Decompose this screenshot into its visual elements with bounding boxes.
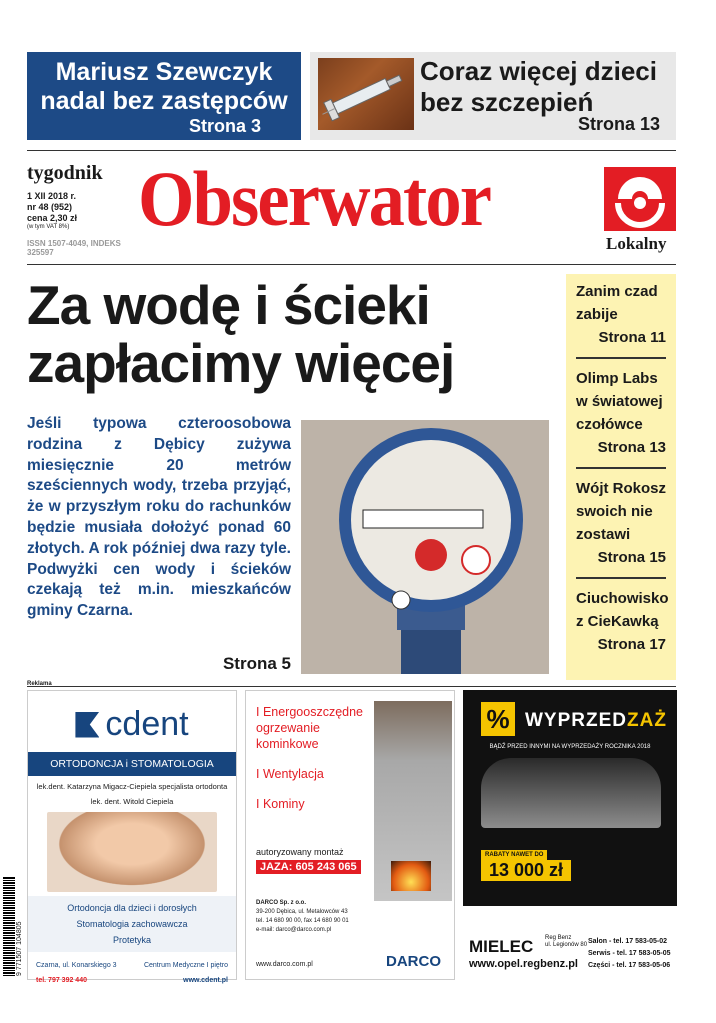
syringe-photo [318, 58, 414, 130]
darco-line2: ogrzewanie [256, 721, 320, 735]
ad-darco[interactable] [245, 690, 455, 980]
opel-wyp1: WYPRZED [525, 710, 627, 731]
issue-price: cena 2,30 zł [27, 213, 78, 223]
cdent-address [28, 962, 236, 969]
main-ref: Strona 5 [222, 654, 291, 673]
issue-number: nr 48 (952) [27, 202, 73, 212]
sidebar-item-title: Zanim czad zabije [576, 283, 658, 323]
water-meter-photo [301, 420, 549, 674]
ad-opel[interactable] [463, 690, 677, 980]
cdent-doc2: lek. dent. Witold Ciepiela [90, 797, 174, 806]
opel-reg [545, 935, 587, 949]
smiling-girl-photo [47, 812, 217, 892]
cdent-services [28, 896, 236, 952]
opel-rabaty: RABATY NAWET DO [481, 850, 547, 860]
sidebar [566, 274, 676, 680]
main-lead: Jeśli typowa czteroosobowa rodzina z Dębicy zużywa miesięcznie 20 metrów sześciennych wody, trzeba przyjąć, że w przyszłym roku do rachunków będzie musiała dołożyć ponad 60 złotych. A rok później dwa razy tyle. Podwyżki cen wody i ścieków czekają też m.in. mieszkańców gminy Czarna. [27, 415, 291, 620]
sidebar-item[interactable] [576, 477, 666, 579]
sidebar-item-title: Wójt Rokosz swoich nie zostawi [576, 480, 666, 543]
cdent-www[interactable]: www.cdent.pl [183, 977, 228, 984]
cdent-logo [28, 705, 236, 744]
darco-phone: tel. 14 680 90 00, fax 14 680 90 01 [256, 918, 349, 924]
darco-line3: kominkowe [256, 737, 319, 751]
opel-contacts [588, 936, 671, 972]
darco-line4: I Wentylacja [256, 767, 324, 781]
ads-rule [27, 686, 676, 687]
cdent-contact [28, 977, 236, 984]
issn: ISSN 1507-4049, INDEKS 325597 [27, 239, 121, 257]
darco-logo: DARCO [386, 953, 441, 970]
cars-photo [481, 758, 661, 828]
darco-www[interactable]: www.darco.com.pl [256, 961, 313, 968]
sidebar-item-ref: Strona 13 [597, 439, 666, 456]
barcode-icon [3, 876, 15, 976]
opel-reg1: Reg Benz [545, 935, 572, 941]
sidebar-item-ref: Strona 15 [597, 549, 666, 566]
masthead-rule [27, 264, 676, 265]
opel-rabaty-value: 13 000 zł [481, 860, 571, 881]
lokalny-label: Lokalny [606, 234, 667, 253]
obserwator-logo[interactable]: Obserwator [138, 155, 491, 242]
teaser-right-ref: Strona 13 [577, 114, 660, 134]
cdent-doc1: lek.dent. Katarzyna Migacz-Ciepiela specjalista ortodonta [36, 782, 228, 791]
teaser-right-title: Coraz więcej dzieci bez szczepień [420, 56, 657, 117]
sidebar-item[interactable] [576, 587, 669, 664]
main-headline[interactable]: Za wodę i ścieki zapłacimy więcej [27, 274, 455, 394]
darco-montaz: autoryzowany montaż [256, 847, 344, 857]
teaser-left[interactable] [27, 52, 301, 140]
sidebar-item[interactable] [576, 367, 666, 469]
cdent-addr1: Czarna, ul. Konarskiego 3 [36, 962, 117, 969]
reklama-label: Reklama [27, 681, 52, 687]
sidebar-item-title: Ciuchowisko z CieKawką [576, 590, 669, 630]
issue-date: 1 XII 2018 r. [27, 191, 77, 201]
teaser-left-title: Mariusz Szewczyk nadal bez zastępców [40, 58, 288, 115]
opel-www[interactable]: www.opel.regbenz.pl [469, 958, 578, 970]
cdent-serv3: Protetyka [112, 935, 152, 945]
percent-icon: % [481, 702, 515, 736]
darco-email: e-mail: darco@darco.com.pl [256, 927, 332, 933]
cdent-addr2: Centrum Medyczne I piętro [143, 962, 228, 969]
cdent-mark-icon [75, 712, 99, 738]
barcode-number: 9 771507 104805 [16, 921, 23, 976]
opel-sub: BĄDŹ PRZED INNYMI NA WYPRZEDAŻY ROCZNIKA 2018 [489, 744, 651, 750]
darco-line1: I Energooszczędne [256, 705, 364, 719]
opel-wyp2: ZAŻ [627, 710, 667, 731]
masthead-info [27, 162, 147, 257]
darco-line5: I Kominy [256, 797, 305, 811]
cdent-brand: cdent [105, 705, 189, 743]
fire-icon [391, 861, 431, 891]
cdent-serv2: Stomatologia zachowawcza [76, 919, 188, 929]
eye-logo-icon [604, 167, 676, 231]
opel-czesci: Części - tel. 17 583-05-06 [588, 962, 671, 969]
teaser-left-ref: Strona 3 [188, 116, 261, 136]
sidebar-item-ref: Strona 11 [598, 329, 666, 346]
opel-serwis: Serwis - tel. 17 583-05-05 [588, 950, 671, 957]
teaser-right[interactable] [310, 52, 676, 140]
darco-addr: 39-200 Dębica, ul. Metalowców 43 [256, 909, 348, 915]
issue-vat: (w tym VAT 8%) [27, 224, 70, 230]
cdent-serv1: Ortodoncja dla dzieci i dorosłych [67, 903, 197, 913]
darco-tel: JAZA: 605 243 065 [256, 860, 361, 874]
sidebar-item[interactable] [576, 280, 666, 359]
sidebar-item-title: Olimp Labs w światowej czołówce [576, 370, 663, 433]
opel-salon: Salon - tel. 17 583-05-02 [588, 938, 667, 945]
opel-wyprzedaz [525, 710, 667, 732]
opel-mielec: MIELEC [469, 937, 534, 956]
darco-company: DARCO Sp. z o.o. [256, 900, 306, 906]
cdent-band: ORTODONCJA i STOMATOLOGIA [28, 752, 236, 776]
opel-reg2: ul. Legionów 80 [545, 942, 588, 948]
sidebar-item-ref: Strona 17 [597, 636, 666, 653]
ad-cdent[interactable] [27, 690, 237, 984]
darco-address [256, 899, 349, 935]
tygodnik-label: tygodnik [27, 162, 103, 184]
cdent-tel: tel. 797 392 440 [36, 977, 87, 984]
